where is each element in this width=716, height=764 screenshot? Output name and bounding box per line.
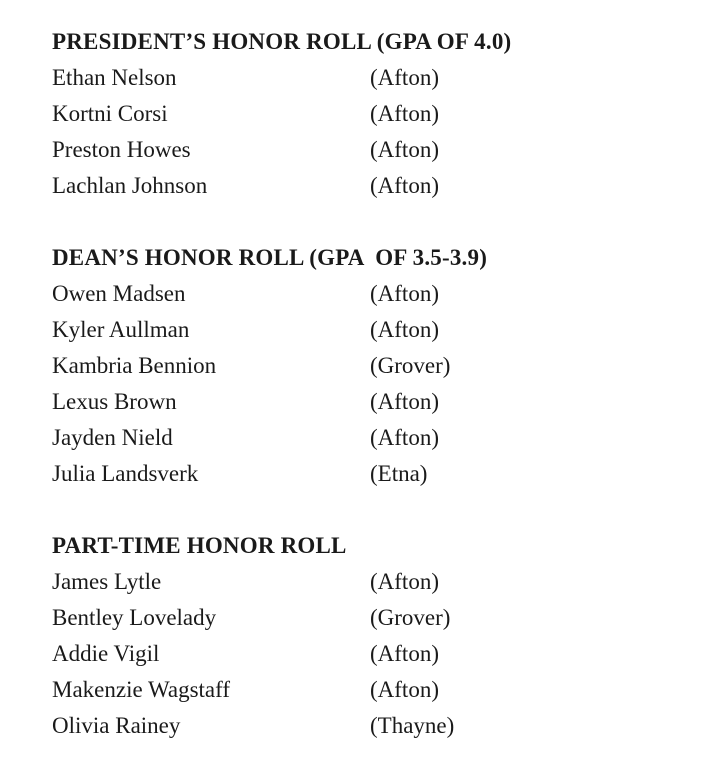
entry-name: Julia Landsverk — [52, 461, 199, 486]
entry-town: (Grover) — [370, 605, 451, 630]
honor-roll-row — [52, 276, 676, 312]
entry-town: (Thayne) — [370, 713, 455, 738]
honor-roll-row — [52, 456, 676, 492]
entry-town: (Afton) — [370, 677, 439, 702]
entry-town: (Afton) — [370, 641, 439, 666]
honor-roll-row — [52, 132, 676, 168]
honor-roll-row — [52, 564, 676, 600]
section-presidents-honor-roll — [52, 24, 676, 204]
honor-roll-row — [52, 168, 676, 204]
section-deans-honor-roll — [52, 240, 676, 492]
entry-name: Lachlan Johnson — [52, 173, 208, 198]
entry-name: Kortni Corsi — [52, 101, 168, 126]
entry-town: (Afton) — [370, 389, 439, 414]
entry-town: (Afton) — [370, 569, 439, 594]
entry-name: Preston Howes — [52, 137, 191, 162]
entry-name: Owen Madsen — [52, 281, 186, 306]
entry-town: (Afton) — [370, 173, 439, 198]
entry-name: Addie Vigil — [52, 641, 160, 666]
entry-name: Kyler Aullman — [52, 317, 190, 342]
entry-name: Kambria Bennion — [52, 353, 217, 378]
entry-name: James Lytle — [52, 569, 162, 594]
entry-name: Bentley Lovelady — [52, 605, 217, 630]
honor-roll-row — [52, 636, 676, 672]
honor-roll-row — [52, 312, 676, 348]
section-title: DEAN’S HONOR ROLL (GPA OF 3.5-3.9) — [52, 245, 488, 270]
entry-name: Olivia Rainey — [52, 713, 181, 738]
section-title: PRESIDENT’S HONOR ROLL (GPA OF 4.0) — [52, 29, 512, 54]
honor-roll-row — [52, 672, 676, 708]
entry-town: (Afton) — [370, 317, 439, 342]
entry-town: (Afton) — [370, 101, 439, 126]
honor-roll-row — [52, 96, 676, 132]
honor-roll-row — [52, 348, 676, 384]
entry-town: (Afton) — [370, 65, 439, 90]
honor-roll-row — [52, 600, 676, 636]
entry-name: Lexus Brown — [52, 389, 177, 414]
honor-roll-row — [52, 420, 676, 456]
entry-name: Makenzie Wagstaff — [52, 677, 231, 702]
honor-roll-row — [52, 60, 676, 96]
entry-town: (Afton) — [370, 137, 439, 162]
entry-town: (Afton) — [370, 281, 439, 306]
section-title: PART-TIME HONOR ROLL — [52, 533, 347, 558]
entry-name: Ethan Nelson — [52, 65, 177, 90]
entry-town: (Afton) — [370, 425, 439, 450]
entry-name: Jayden Nield — [52, 425, 173, 450]
entry-town: (Grover) — [370, 353, 451, 378]
entry-town: (Etna) — [370, 461, 428, 486]
honor-roll-row — [52, 708, 676, 744]
section-part-time-honor-roll — [52, 528, 676, 744]
honor-roll-row — [52, 384, 676, 420]
